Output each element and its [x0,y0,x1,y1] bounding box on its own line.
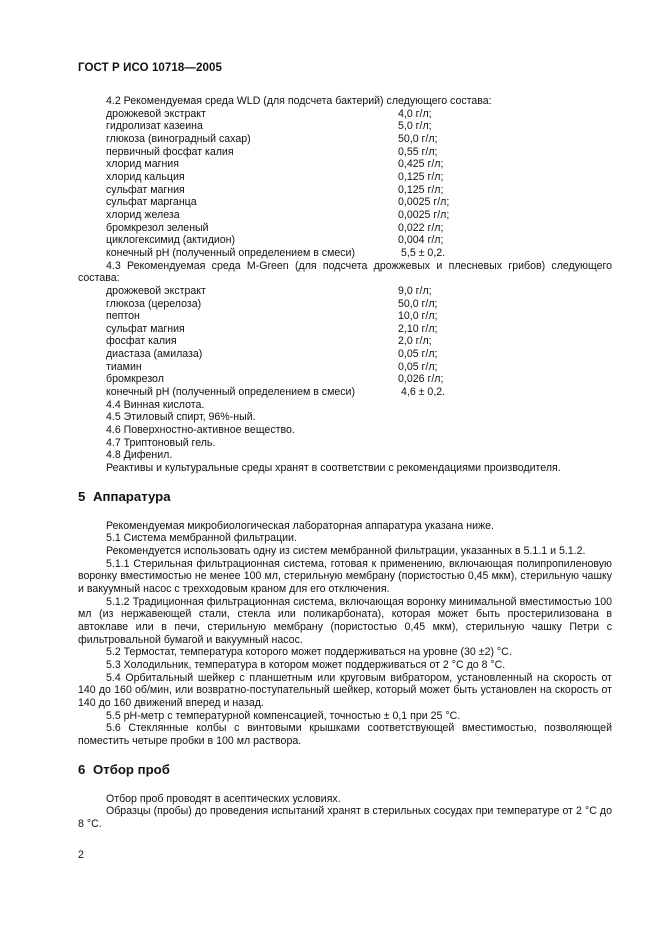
ingredient-name: дрожжевой экстракт [106,107,206,120]
ingredient-name: дрожжевой экстракт [106,284,206,297]
composition-row [78,222,612,235]
ingredient-name: сульфат магния [106,322,185,335]
clause-5-2: 5.2 Термостат, температура которого может поддерживаться на уровне (30 ±2) °С. [106,646,512,659]
ingredient-value: 0,026 г/л; [398,373,444,386]
composition-row [78,108,612,121]
ingredient-name: сульфат магния [106,183,185,196]
composition-row [78,285,612,298]
ingredient-name: конечный pH (полученный определением в смеси) [106,386,355,399]
wld-composition-list [78,108,612,260]
ingredient-name: тиамин [106,360,142,373]
page-number: 2 [78,849,84,861]
ingredient-name: бромкрезол [106,373,164,386]
ingredient-value: 4,6 ± 0,2. [401,386,446,399]
composition-row [78,234,612,247]
composition-row [78,310,612,323]
clause-5-3: 5.3 Холодильник, температура в котором может поддерживаться от 2 °С до 8 °С. [106,658,506,671]
clause-5-1: 5.1 Система мембранной фильтрации. [106,532,297,545]
composition-row [78,184,612,197]
section-5-number: 5 [78,488,86,504]
ingredient-name: хлорид магния [106,158,179,171]
clause-5-1-recommendation: Рекомендуется использовать одну из систем мембранной фильтрации, указанных в 5.1.1 и 5.1.2. [106,545,586,557]
composition-row [78,373,612,386]
storage-note: Реактивы и культуральные среды хранят в соответствии с рекомендациями производителя. [106,462,561,475]
document-header: ГОСТ Р ИСО 10718—2005 [78,62,223,74]
composition-row [78,196,612,209]
clause-5-5: 5.5 pH-метр с температурной компенсацией, точностью ± 0,1 при 25 °С. [106,709,461,722]
ingredient-value: 50,0 г/л; [398,132,438,145]
composition-row [78,298,612,311]
section-5-intro: Рекомендуемая микробиологическая лабораторная аппаратура указана ниже. [106,519,494,532]
ingredient-name: хлорид кальция [106,170,185,183]
ingredient-value: 10,0 г/л; [398,310,438,323]
ingredient-name: глюкоза (виноградный сахар) [106,132,251,145]
clause-4-6: 4.6 Поверхностно-активное вещество. [106,424,295,437]
ingredient-name: конечный pH (полученный определением в смеси) [106,246,355,259]
ingredient-value: 0,125 г/л; [398,170,444,183]
ingredient-value: 0,05 г/л; [398,348,438,361]
ingredient-value: 5,0 г/л; [398,120,432,133]
clause-4-5: 4.5 Этиловый спирт, 96%-ный. [106,411,256,424]
section-5-heading [78,489,612,505]
composition-row [78,171,612,184]
ingredient-value: 0,022 г/л; [398,221,444,234]
ingredient-name: гидролизат казеина [106,120,203,133]
ingredient-value: 0,05 г/л; [398,360,438,373]
section-6-number: 6 [78,761,86,777]
ingredient-name: первичный фосфат калия [106,145,234,158]
clause-4-8: 4.8 Дифенил. [106,449,173,462]
ingredient-value: 4,0 г/л; [398,107,432,120]
ingredient-value: 2,0 г/л; [398,335,432,348]
section-6-paragraph-1: Отбор проб проводят в асептических условиях. [106,792,341,805]
ingredient-name: диастаза (амилаза) [106,348,203,361]
ingredient-name: глюкоза (церелоза) [106,297,202,310]
clause-4-7: 4.7 Триптоновый гель. [106,436,216,449]
clause-5-6: 5.6 Стеклянные колбы с винтовыми крышками соответствующей вместимостью, позволяющей поместить четыре пробки в 100 мл раствора. [78,722,612,747]
ingredient-name: циклогексимид (актидион) [106,234,236,247]
ingredient-value: 0,55 г/л; [398,145,438,158]
ingredient-value: 0,004 г/л; [398,234,444,247]
ingredient-value: 5,5 ± 0,2. [401,246,446,259]
ingredient-name: фосфат калия [106,335,177,348]
ingredient-value: 0,0025 г/л; [398,208,450,221]
composition-row [78,361,612,374]
page-content [78,95,612,830]
section-6-heading [78,762,612,778]
section-5-title: Аппаратура [93,488,171,504]
ingredient-value: 0,425 г/л; [398,158,444,171]
composition-row [78,133,612,146]
section-6-paragraph-2: Образцы (пробы) до проведения испытаний хранят в стерильных сосудах при температуре от 2 °С до 8 °С. [78,805,612,830]
clause-4-4: 4.4 Винная кислота. [106,398,205,411]
clause-5-1-2: 5.1.2 Традиционная фильтрационная система, включающая воронку минимальной вместимостью 100 мл (из нержавеющей стали, стекла или поликарбоната), которая может быть простерилизована в автоклаве или в печи, стерильную мембрану (пористостью 0,45 мкм), стерильную чашку Петри с фильтровальной бумагой и вакуумный насос. [78,595,612,646]
ingredient-value: 9,0 г/л; [398,284,432,297]
composition-row [78,247,612,260]
ingredient-value: 0,0025 г/л; [398,196,450,209]
composition-row [78,120,612,133]
composition-row [78,323,612,336]
ingredient-name: бромкрезол зеленый [106,221,209,234]
composition-row [78,335,612,348]
clause-4-2: 4.2 Рекомендуемая среда WLD (для подсчета бактерий) следующего состава: [106,95,492,107]
ingredient-name: пептон [106,310,140,323]
ingredient-name: сульфат марганца [106,196,197,209]
clause-5-4: 5.4 Орбитальный шейкер с планшетным или круговым вибратором, установленный на скорость от 140 до 160 об/мин, или возвратно-поступательный шейкер, который может быть установлен на скорость от 140 до 160 движений вперед и назад. [78,671,612,709]
ingredient-value: 2,10 г/л; [398,322,438,335]
composition-row [78,348,612,361]
composition-row [78,158,612,171]
ingredient-value: 0,125 г/л; [398,183,444,196]
clause-5-1-1: 5.1.1 Стерильная фильтрационная система, готовая к применению, включающая полипропиленовую воронку вместимостью не менее 100 мл, стерильную мембрану (пористостью 0,45 мкм), стерильную чашку и вакуумный насос с трехходовым краном для его отключения. [78,557,612,595]
composition-row [78,209,612,222]
mgreen-composition-list [78,285,612,399]
composition-row [78,146,612,159]
ingredient-value: 50,0 г/л; [398,297,438,310]
clause-4-3: 4.3 Рекомендуемая среда M-Green (для подсчета дрожжевых и плесневых грибов) следующего состава: [78,259,612,285]
composition-row [78,386,612,399]
section-6-title: Отбор проб [93,761,170,777]
ingredient-name: хлорид железа [106,208,180,221]
